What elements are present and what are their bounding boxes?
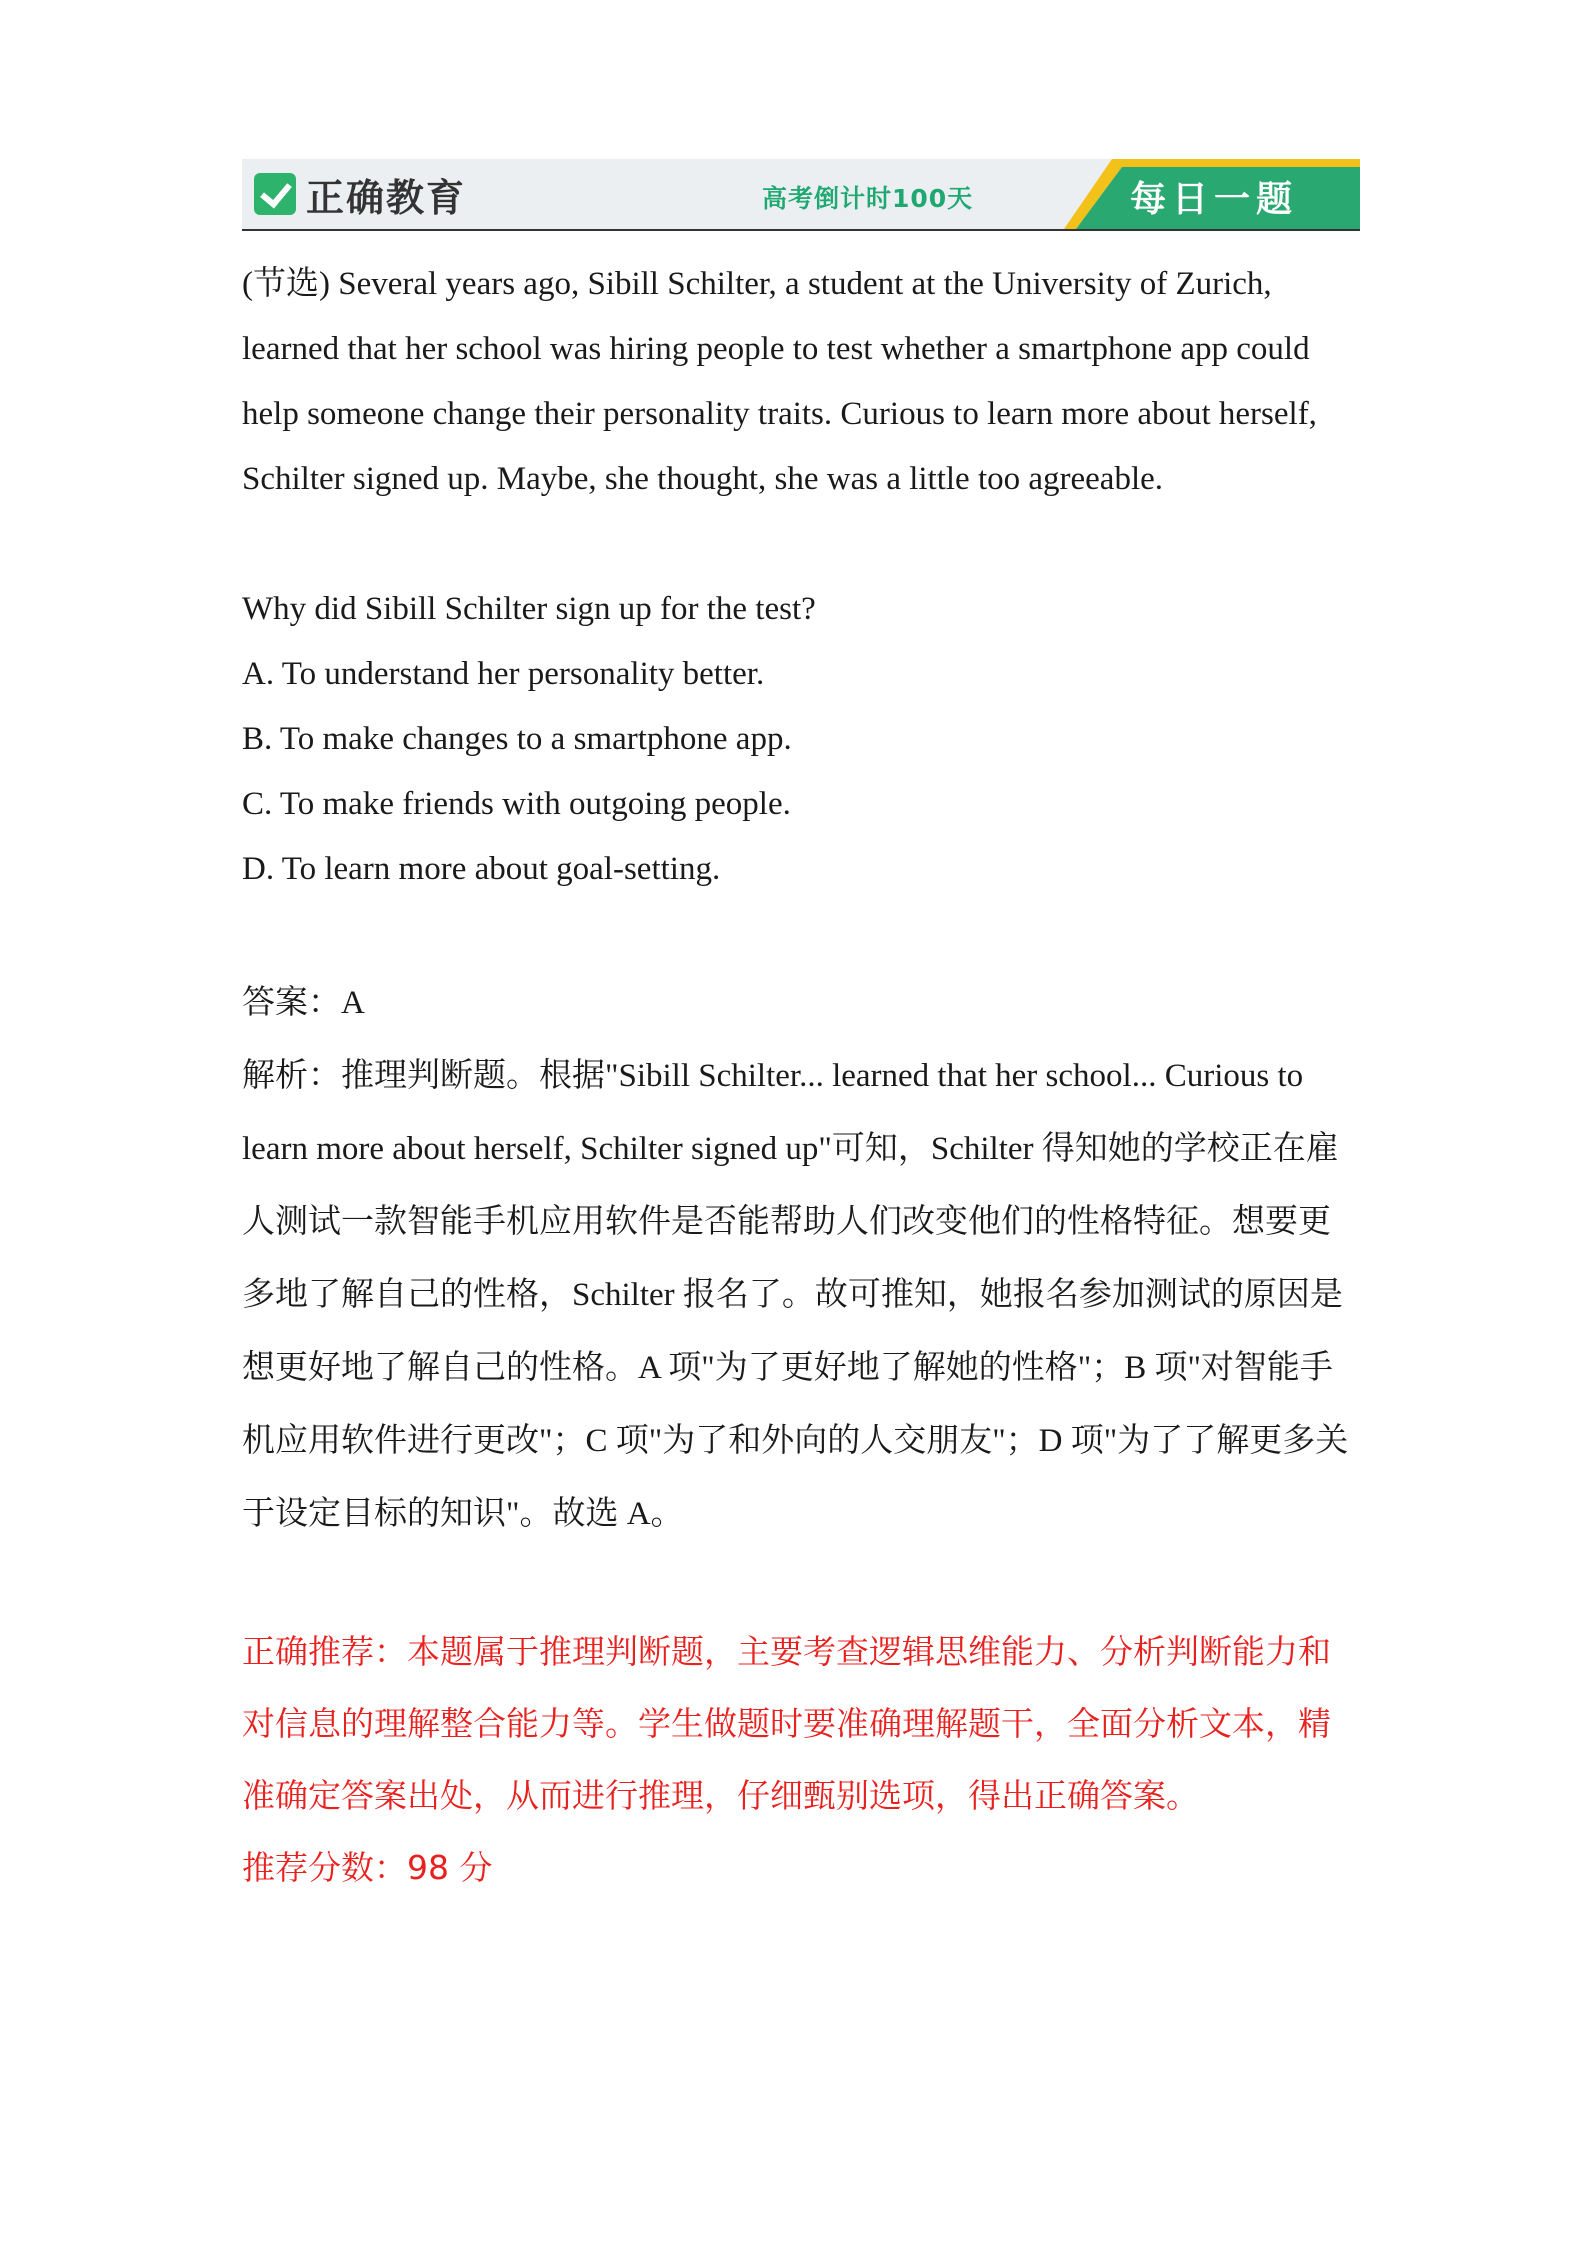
- question-stem: Why did Sibill Schilter sign up for the test?: [242, 591, 816, 627]
- option-c: C. To make friends with outgoing people.: [242, 786, 791, 822]
- option-d: D. To learn more about goal-setting.: [242, 851, 721, 887]
- recommendation-text: 正确推荐：本题属于推理判断题，主要考查逻辑思维能力、分析判断能力和对信息的理解整合能力等。学生做题时要准确理解题干，全面分析文本，精准确定答案出处，从而进行推理，仔细甄别选项，得出正确答案。: [242, 1632, 1331, 1815]
- analysis-text: 解析：推理判断题。根据"Sibill Schilter... learned that her school... Curious to learn more about herself, Schilter signed up"可知，Schilter 得知她的学校正在雇人测试一款智能手机应用软件是否能帮助人们改变他们的性格特征。想要更多地了解自己的性格，Schilter 报名了。故可推知，她报名参加测试的原因是想更好地了解自己的性格。A 项"为了更好地了解她的性格"；B 项"对智能手机应用软件进行更改"；C 项"为了和外向的人交朋友"；D 项"为了了解更多关于设定目标的知识"。故选 A。: [242, 1058, 1349, 1532]
- recommended-score: 推荐分数：98 分: [242, 1848, 493, 1887]
- spacer: [242, 902, 1362, 967]
- header-banner: [242, 159, 1360, 231]
- spacer: [242, 512, 1362, 577]
- daily-question-title: 每日一题: [1130, 179, 1299, 220]
- spacer: [242, 1551, 1362, 1616]
- answer-line: 答案：A: [242, 985, 365, 1021]
- option-b: B. To make changes to a smartphone app.: [242, 721, 792, 757]
- brand-name: 正确教育: [306, 175, 467, 220]
- countdown-text: 高考倒计时100天: [762, 184, 974, 213]
- checkmark-icon: [254, 173, 296, 215]
- reading-passage: (节选) Several years ago, Sibill Schilter, a student at the University of Zurich, learned that her school was hiring people to test whether a smartphone app could help someone change their personality traits. Curious to learn more about herself, Schilter signed up. Maybe, she thought, she was a little too agreeable.: [242, 266, 1317, 497]
- brand-logo: [254, 171, 467, 220]
- option-a: A. To understand her personality better.: [242, 656, 765, 692]
- document-content: [242, 252, 1362, 1904]
